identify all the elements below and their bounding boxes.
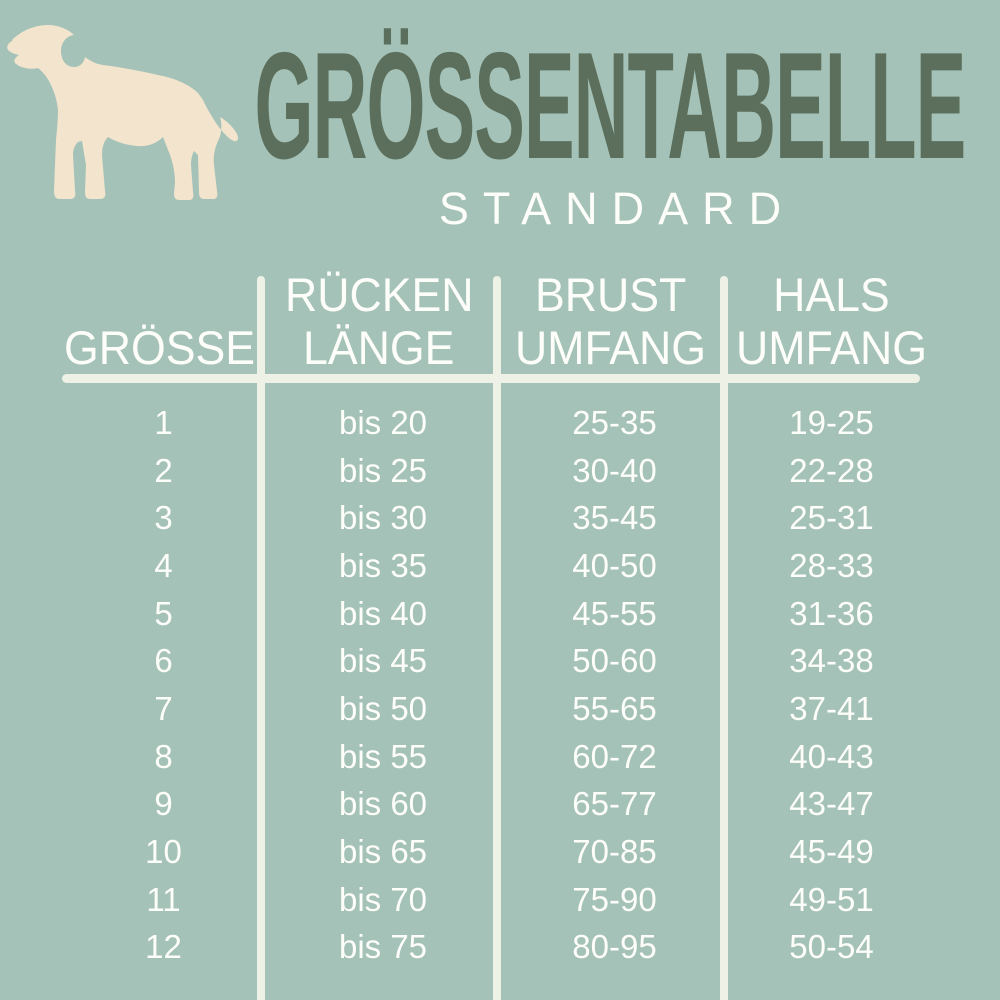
table-cell: bis 50 bbox=[338, 689, 428, 727]
table-row bbox=[62, 733, 935, 781]
table-cell: 31-36 bbox=[789, 594, 874, 632]
column-header-label: LÄNGE bbox=[303, 321, 455, 374]
table-row bbox=[62, 399, 935, 447]
table-cell: bis 35 bbox=[338, 546, 428, 584]
table-cell: 11 bbox=[146, 880, 181, 918]
table-cell: 75-90 bbox=[572, 880, 657, 918]
table-cell: bis 40 bbox=[338, 594, 428, 632]
table-cell: 60-72 bbox=[572, 737, 657, 775]
table-cell: 40-43 bbox=[789, 737, 874, 775]
table-cell: 2 bbox=[154, 451, 173, 489]
table-cell: bis 20 bbox=[338, 403, 428, 441]
table-cell: 40-50 bbox=[572, 546, 657, 584]
column-header-label: UMFANG bbox=[514, 321, 707, 374]
table-row bbox=[62, 876, 935, 924]
table-cell: bis 25 bbox=[338, 451, 428, 489]
table-cell: 10 bbox=[145, 833, 182, 871]
table-cell: 45-55 bbox=[572, 594, 657, 632]
dog-silhouette-icon bbox=[0, 15, 260, 225]
page-subtitle: STANDARD bbox=[438, 183, 796, 234]
table-header-underline bbox=[62, 374, 920, 383]
table-cell: 80-95 bbox=[572, 928, 657, 966]
table-cell: 28-33 bbox=[789, 546, 874, 584]
table-cell: bis 75 bbox=[338, 928, 428, 966]
table-cell: 1 bbox=[154, 403, 173, 441]
table-cell: bis 70 bbox=[338, 880, 428, 918]
table-cell: 50-60 bbox=[572, 642, 657, 680]
column-header-label: BRUST bbox=[534, 268, 687, 321]
table-cell: 45-49 bbox=[789, 833, 874, 871]
column-header-rueckenlaenge bbox=[265, 264, 493, 374]
table-row bbox=[62, 781, 935, 829]
table-cell: bis 55 bbox=[338, 737, 428, 775]
page-title-text: GRÖSSENTABELLE bbox=[254, 20, 966, 191]
table-cell: 35-45 bbox=[572, 499, 657, 537]
table-cell: 65-77 bbox=[572, 785, 657, 823]
table-cell: 6 bbox=[154, 642, 173, 680]
page-title bbox=[240, 20, 980, 191]
table-cell: bis 45 bbox=[338, 642, 428, 680]
table-cell: 9 bbox=[154, 785, 173, 823]
table-cell: 50-54 bbox=[789, 928, 874, 966]
table-body bbox=[62, 399, 935, 971]
table-cell: 22-28 bbox=[789, 451, 874, 489]
table-row bbox=[62, 924, 935, 972]
table-cell: 49-51 bbox=[789, 880, 874, 918]
column-header-label: RÜCKEN bbox=[284, 268, 474, 321]
table-row bbox=[62, 542, 935, 590]
table-cell: 70-85 bbox=[572, 833, 657, 871]
table-cell: 34-38 bbox=[789, 642, 874, 680]
table-row bbox=[62, 494, 935, 542]
table-row bbox=[62, 447, 935, 495]
table-cell: 25-35 bbox=[572, 403, 657, 441]
column-header-brustumfang bbox=[501, 264, 720, 374]
table-cell: 3 bbox=[154, 499, 173, 537]
table-row bbox=[62, 590, 935, 638]
column-header-label: UMFANG bbox=[735, 321, 928, 374]
table-cell: 37-41 bbox=[789, 689, 874, 727]
table-cell: 43-47 bbox=[789, 785, 874, 823]
table-cell: bis 65 bbox=[338, 833, 428, 871]
table-row bbox=[62, 828, 935, 876]
column-header-groesse bbox=[62, 264, 257, 374]
table-cell: 55-65 bbox=[572, 689, 657, 727]
table-cell: 7 bbox=[154, 689, 173, 727]
table-cell: 5 bbox=[154, 594, 173, 632]
column-header-label: HALS bbox=[773, 268, 890, 321]
table-cell: 8 bbox=[154, 737, 173, 775]
table-cell: 4 bbox=[154, 546, 173, 584]
column-header-label: GRÖSSE bbox=[63, 321, 256, 374]
column-header-halsumfang bbox=[728, 264, 935, 374]
table-row bbox=[62, 637, 935, 685]
table-row bbox=[62, 685, 935, 733]
table-cell: 19-25 bbox=[789, 403, 874, 441]
table-cell: bis 30 bbox=[338, 499, 428, 537]
table-cell: bis 60 bbox=[338, 785, 428, 823]
table-cell: 30-40 bbox=[572, 451, 657, 489]
table-cell: 25-31 bbox=[789, 499, 874, 537]
table-cell: 12 bbox=[145, 928, 182, 966]
